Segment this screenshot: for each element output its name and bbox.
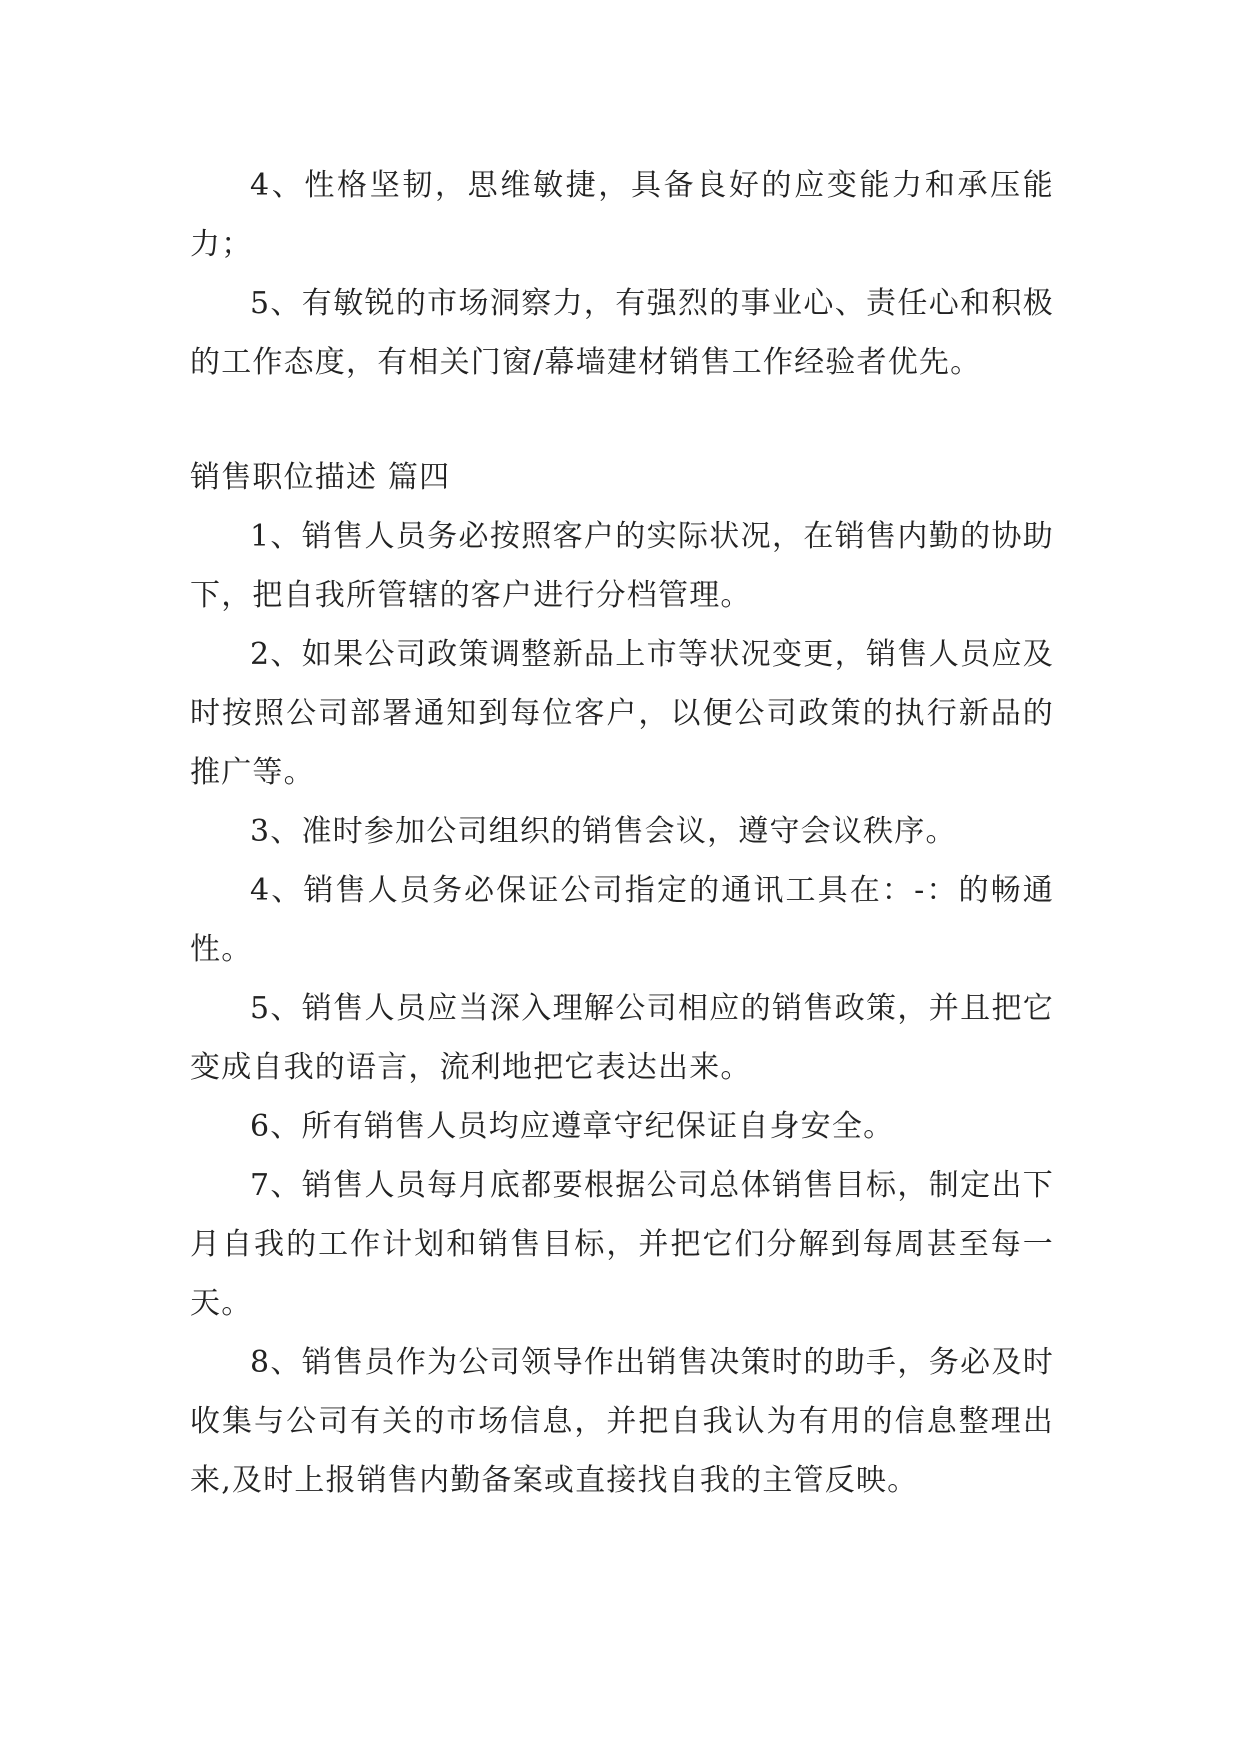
paragraph-duty-6: 6、所有销售人员均应遵章守纪保证自身安全。: [250, 1109, 895, 1144]
paragraph-duty-3: 3、准时参加公司组织的销售会议，遵守会议秩序。: [250, 814, 957, 849]
paragraph-duty-1: 1、销售人员务必按照客户的实际状况，在销售内勤的协助下，把自我所管辖的客户进行分档管理。: [190, 519, 1054, 613]
paragraph-duty-2: 2、如果公司政策调整新品上市等状况变更，销售人员应及时按照公司部署通知到每位客户，以便公司政策的执行新品的推广等。: [190, 637, 1054, 790]
paragraph-requirement-4: 4、性格坚韧，思维敏捷，具备良好的应变能力和承压能力；: [190, 168, 1054, 262]
section-spacer: [190, 392, 1054, 448]
paragraph-duty-5: 5、销售人员应当深入理解公司相应的销售政策，并且把它变成自我的语言，流利地把它表达出来。: [190, 991, 1054, 1085]
paragraph-requirement-5: 5、有敏锐的市场洞察力，有强烈的事业心、责任心和积极的工作态度，有相关门窗/幕墙建材销售工作经验者优先。: [190, 286, 1054, 380]
section-heading: 销售职位描述 篇四: [190, 460, 451, 495]
paragraph-duty-4: 4、销售人员务必保证公司指定的通讯工具在：-：的畅通性。: [190, 873, 1054, 967]
document-body: [190, 156, 1054, 1510]
paragraph-duty-8: 8、销售员作为公司领导作出销售决策时的助手，务必及时收集与公司有关的市场信息，并把自我认为有用的信息整理出来,及时上报销售内勤备案或直接找自我的主管反映。: [190, 1345, 1054, 1498]
paragraph-duty-7: 7、销售人员每月底都要根据公司总体销售目标，制定出下月自我的工作计划和销售目标，并把它们分解到每周甚至每一天。: [190, 1168, 1054, 1321]
